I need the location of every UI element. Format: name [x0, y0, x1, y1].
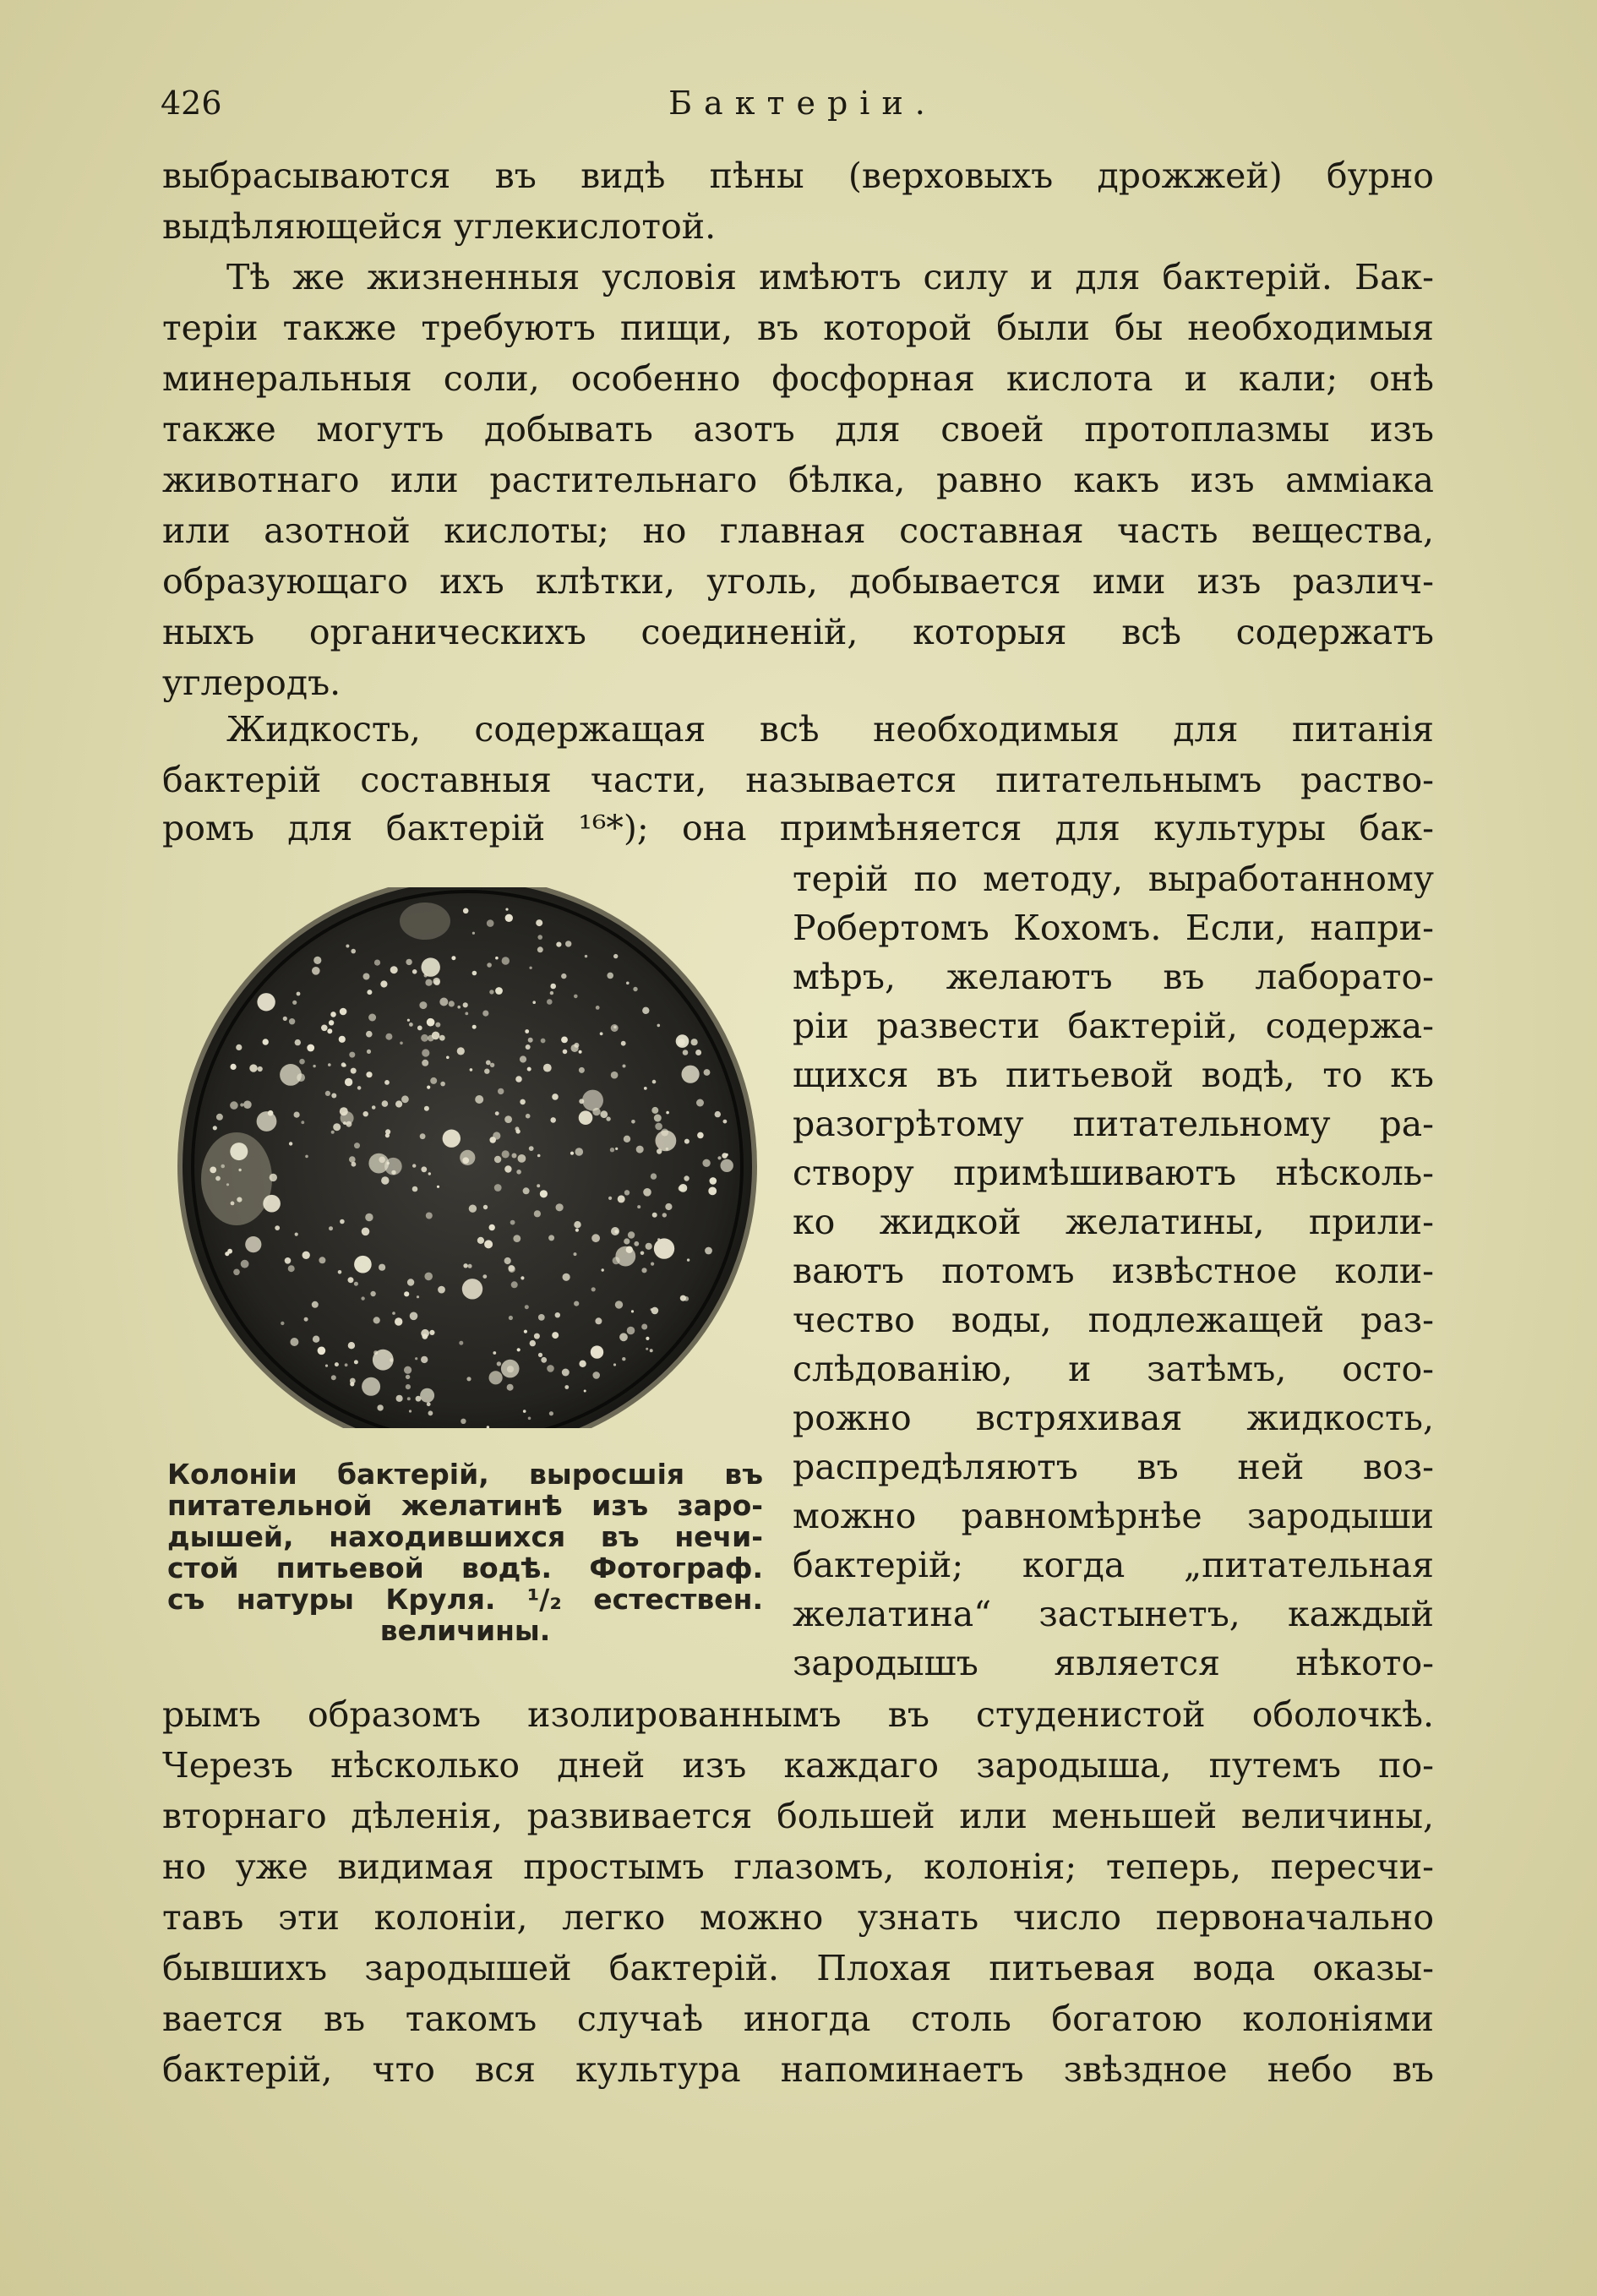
figure-caption-line: питательной желатинѣ изъ заро-	[167, 1489, 763, 1522]
text-line: Тѣ же жизненныя условія имѣютъ силу и для бактерій. Бак-	[226, 257, 1434, 297]
text-line: углеродъ.	[162, 663, 341, 703]
text-line: мѣръ, желаютъ въ лаборато-	[793, 957, 1434, 997]
text-line: также могутъ добывать азотъ для своей протоплазмы изъ	[162, 409, 1434, 450]
text-line: теріи также требуютъ пищи, въ которой были бы необходимыя	[162, 308, 1434, 348]
petri-dish-illustration-icon	[176, 887, 759, 1428]
text-line: вторнаго дѣленія, развивается большей или меньшей величины,	[162, 1796, 1434, 1836]
text-line: чество воды, подлежащей раз-	[793, 1300, 1434, 1340]
text-line: терій по методу, выработанному	[793, 859, 1434, 899]
text-line: щихся въ питьевой водѣ, то къ	[793, 1055, 1434, 1095]
text-line: распредѣляютъ въ ней воз-	[793, 1447, 1434, 1487]
text-line: желатина“ застынетъ, каждый	[793, 1594, 1434, 1634]
figure-caption-line: Колоніи бактерій, выросшія въ	[167, 1458, 763, 1491]
text-line: вается въ такомъ случаѣ иногда столь богатою колоніями	[162, 1999, 1434, 2039]
text-line: Черезъ нѣсколько дней изъ каждаго зародыша, путемъ по-	[162, 1745, 1434, 1786]
text-line: тавъ эти колоніи, легко можно узнать число первоначально	[162, 1897, 1434, 1938]
page-number: 426	[161, 85, 222, 122]
text-line: бактерій; когда „питательная	[793, 1545, 1434, 1585]
text-line: ко жидкой желатины, прили-	[793, 1202, 1434, 1242]
text-line: Жидкость, содержащая всѣ необходимыя для питанія	[226, 709, 1434, 750]
text-line: бактерій составныя части, называется питательнымъ раство-	[162, 760, 1434, 800]
text-line: ваютъ потомъ извѣстное коли-	[793, 1251, 1434, 1291]
text-line: но уже видимая простымъ глазомъ, колонія; теперь, пересчи-	[162, 1846, 1434, 1887]
text-line: ныхъ органическихъ соединеній, которыя всѣ содержатъ	[162, 612, 1434, 652]
text-line: ромъ для бактерій ¹⁶*); она примѣняется для культуры бак-	[162, 808, 1434, 848]
figure-caption-line: величины.	[379, 1614, 551, 1647]
text-line: слѣдованію, и затѣмъ, осто-	[793, 1349, 1434, 1389]
text-line: или азотной кислоты; но главная составная часть вещества,	[162, 510, 1434, 551]
text-line: разогрѣтому питательному ра-	[793, 1104, 1434, 1144]
text-line: бывшихъ зародышей бактерій. Плохая питьевая вода оказы-	[162, 1948, 1434, 1988]
text-line: ріи развести бактерій, содержа-	[793, 1006, 1434, 1046]
figure-caption-line: дышей, находившихся въ нечи-	[167, 1520, 763, 1553]
petri-dish-figure	[176, 887, 759, 1428]
text-line: рожно встряхивая жидкость,	[793, 1398, 1434, 1438]
text-line: выбрасываются въ видѣ пѣны (верховыхъ дрожжей) бурно	[162, 155, 1434, 196]
text-line: створу примѣшиваютъ нѣсколь-	[793, 1153, 1434, 1193]
text-line: животнаго или растительнаго бѣлка, равно какъ изъ амміака	[162, 460, 1434, 500]
text-line: выдѣляющейся углекислотой.	[162, 206, 717, 247]
text-line: можно равномѣрнѣе зародыши	[793, 1496, 1434, 1536]
text-line: минеральныя соли, особенно фосфорная кислота и кали; онѣ	[162, 358, 1434, 399]
running-title: Бактеріи.	[668, 85, 937, 122]
text-line: рымъ образомъ изолированнымъ въ студенистой оболочкѣ.	[162, 1694, 1434, 1735]
figure-caption-line: съ натуры Круля. ¹/₂ естествен.	[167, 1583, 763, 1616]
text-line: Робертомъ Кохомъ. Если, напри-	[793, 908, 1434, 948]
text-line: зародышъ является нѣкото-	[793, 1643, 1434, 1683]
text-line: образующаго ихъ клѣтки, уголь, добывается ими изъ различ-	[162, 561, 1434, 602]
page-header	[161, 85, 1445, 135]
text-line: бактерій, что вся культура напоминаетъ звѣздное небо въ	[162, 2049, 1434, 2090]
figure-caption-line: стой питьевой водѣ. Фотограф.	[167, 1552, 763, 1584]
